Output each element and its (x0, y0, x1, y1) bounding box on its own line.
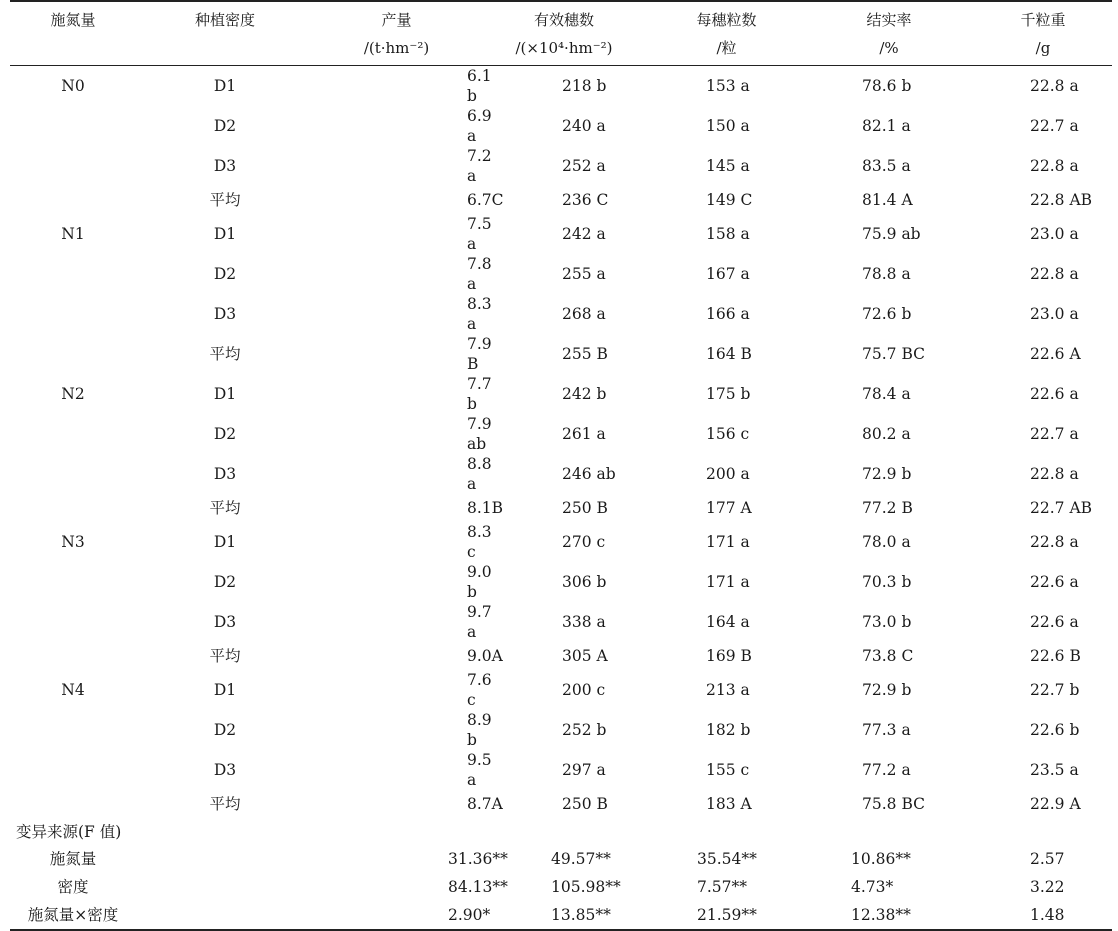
density-cell: D3 (213, 760, 237, 779)
panicles-cell: 218 b (562, 77, 607, 95)
table-row (10, 374, 1112, 414)
variance-row (10, 901, 1112, 930)
panicles-cell: 246 ab (562, 464, 616, 483)
panicles-cell: 250 B (562, 794, 608, 813)
density-cell: D1 (213, 77, 237, 95)
nitrogen-level-cell (10, 186, 136, 214)
table-row (10, 454, 1112, 494)
grains-cell: 145 a (706, 157, 750, 175)
seedset-cell: 78.4 a (862, 384, 911, 403)
table-body (10, 66, 1112, 818)
yield-cell: 6.7C (467, 190, 504, 209)
weight-cell: 22.7 a (1030, 117, 1079, 135)
weight-cell: 23.0 a (1030, 304, 1079, 323)
seedset-cell: 77.2 a (862, 760, 911, 779)
seedset-cell: 80.2 a (862, 424, 911, 443)
variance-body (10, 818, 1112, 931)
weight-cell: 22.8 a (1030, 532, 1079, 551)
nitrogen-level-cell: N2 (61, 384, 85, 403)
seedset-cell: 77.3 a (862, 720, 911, 739)
nitrogen-level-cell: N4 (61, 680, 85, 699)
grains-cell: 150 a (706, 117, 750, 135)
f-seedset-cell: 4.73* (851, 878, 894, 897)
density-cell: D3 (213, 304, 237, 323)
seedset-cell: 81.4 A (862, 190, 913, 209)
weight-cell: 23.0 a (1030, 224, 1079, 243)
header-density-unit (136, 32, 314, 66)
nitrogen-level-cell (10, 254, 136, 294)
density-cell: 平均 (209, 794, 241, 813)
density-cell: 平均 (209, 190, 241, 209)
nitrogen-level-cell (10, 494, 136, 522)
weight-cell: 22.8 a (1030, 157, 1079, 175)
yield-cell: 8.3 c (467, 522, 492, 561)
variance-title-row (10, 818, 1112, 846)
grains-cell: 213 a (706, 680, 750, 699)
seedset-cell: 72.6 b (862, 304, 912, 323)
variance-row (10, 873, 1112, 901)
yield-cell: 8.1B (467, 498, 504, 517)
panicles-cell: 242 b (562, 384, 607, 403)
density-cell: 平均 (209, 498, 241, 517)
weight-cell: 22.6 A (1030, 344, 1081, 363)
f-grains-cell: 21.59** (697, 906, 757, 925)
nitrogen-level-cell (10, 146, 136, 186)
seedset-cell: 75.9 ab (862, 224, 921, 243)
grains-cell: 175 b (706, 384, 751, 403)
header-nitrogen: 施氮量 (50, 11, 96, 29)
yield-cell: 8.9 b (467, 710, 492, 749)
panicles-cell: 255 B (562, 344, 608, 363)
nitrogen-level-cell: N0 (61, 77, 85, 95)
f-weight-cell: 2.57 (1030, 850, 1065, 869)
header-yield: 产量 (381, 11, 412, 29)
header-weight-unit: /g (974, 32, 1112, 66)
yield-cell: 7.8 a (467, 254, 492, 293)
grains-cell: 200 a (706, 464, 750, 483)
nitrogen-level-cell (10, 750, 136, 790)
yield-cell: 7.9 B (467, 334, 492, 373)
grains-cell: 182 b (706, 720, 751, 739)
yield-cell: 6.1 b (467, 67, 492, 105)
seedset-cell: 75.8 BC (862, 794, 925, 813)
yield-cell: 9.0A (467, 646, 503, 665)
weight-cell: 22.7 a (1030, 424, 1079, 443)
nitrogen-level-cell (10, 642, 136, 670)
seedset-cell: 78.0 a (862, 532, 911, 551)
f-panicles-cell: 105.98** (551, 878, 621, 897)
nitrogen-level-cell (10, 106, 136, 146)
weight-cell: 22.8 a (1030, 77, 1079, 95)
weight-cell: 22.6 a (1030, 612, 1079, 631)
grains-cell: 169 B (706, 646, 752, 665)
f-panicles-cell: 13.85** (551, 906, 611, 925)
table-row (10, 750, 1112, 790)
table-row (10, 66, 1112, 107)
header-panicles: 有效穗数 (533, 11, 594, 29)
f-grains-cell: 7.57** (697, 878, 748, 897)
yield-cell: 7.5 a (467, 214, 492, 253)
f-weight-cell: 1.48 (1030, 906, 1065, 925)
yield-cell: 8.8 a (467, 454, 492, 493)
density-cell: D3 (213, 157, 237, 175)
density-cell: D2 (213, 117, 237, 135)
weight-cell: 22.6 a (1030, 384, 1079, 403)
density-cell: D2 (213, 572, 237, 591)
yield-cell: 9.7 a (467, 602, 492, 641)
density-cell: D3 (213, 612, 237, 631)
nitrogen-level-cell (10, 790, 136, 818)
weight-cell: 22.8 a (1030, 464, 1079, 483)
weight-cell: 23.5 a (1030, 760, 1079, 779)
nitrogen-level-cell (10, 334, 136, 374)
seedset-cell: 77.2 B (862, 498, 913, 517)
variance-row (10, 845, 1112, 873)
density-cell: D1 (213, 384, 237, 403)
seedset-cell: 83.5 a (862, 157, 911, 175)
table-row (10, 214, 1112, 254)
grains-cell: 167 a (706, 264, 750, 283)
density-cell: 平均 (209, 344, 241, 363)
f-yield-cell: 84.13** (448, 878, 508, 897)
yield-cell: 7.9 ab (467, 414, 492, 453)
variance-source-cell: 密度 (57, 878, 89, 897)
nitrogen-level-cell: N1 (61, 224, 85, 243)
nitrogen-level-cell: N3 (61, 532, 85, 551)
table-row (10, 562, 1112, 602)
panicles-cell: 297 a (562, 760, 606, 779)
table-row (10, 294, 1112, 334)
grains-cell: 183 A (706, 794, 752, 813)
grains-cell: 177 A (706, 498, 752, 517)
table-row (10, 494, 1112, 522)
grains-cell: 166 a (706, 304, 750, 323)
density-cell: 平均 (209, 646, 241, 665)
seedset-cell: 72.9 b (862, 464, 912, 483)
nitrogen-level-cell (10, 710, 136, 750)
grains-cell: 153 a (706, 77, 750, 95)
density-cell: D1 (213, 224, 237, 243)
panicles-cell: 252 a (562, 157, 606, 175)
f-yield-cell: 31.36** (448, 850, 508, 869)
f-grains-cell: 35.54** (697, 850, 757, 869)
panicles-cell: 306 b (562, 572, 607, 591)
yield-cell: 6.9 a (467, 107, 492, 145)
panicles-cell: 255 a (562, 264, 606, 283)
table-row (10, 642, 1112, 670)
yield-cell: 8.3 a (467, 294, 492, 333)
weight-cell: 22.7 AB (1030, 498, 1093, 517)
yield-cell: 9.5 a (467, 750, 492, 789)
panicles-cell: 242 a (562, 224, 606, 243)
table-row (10, 710, 1112, 750)
yield-cell: 7.7 b (467, 374, 492, 413)
seedset-cell: 72.9 b (862, 680, 912, 699)
weight-cell: 22.6 a (1030, 572, 1079, 591)
weight-cell: 22.8 a (1030, 264, 1079, 283)
weight-cell: 22.6 B (1030, 646, 1081, 665)
grains-cell: 164 B (706, 344, 752, 363)
header-seedset: 结实率 (866, 11, 912, 29)
header-seedset-unit: /% (804, 32, 974, 66)
nitrogen-level-cell (10, 294, 136, 334)
grains-cell: 164 a (706, 612, 750, 631)
seedset-cell: 73.8 C (862, 646, 914, 665)
panicles-cell: 338 a (562, 612, 606, 631)
density-cell: D2 (213, 720, 237, 739)
grains-cell: 171 a (706, 572, 750, 591)
variance-source-cell: 施氮量×密度 (27, 906, 119, 925)
weight-cell: 22.6 b (1030, 720, 1080, 739)
grains-cell: 171 a (706, 532, 750, 551)
panicles-cell: 252 b (562, 720, 607, 739)
f-seedset-cell: 12.38** (851, 906, 911, 925)
table-row (10, 522, 1112, 562)
header-nitrogen-unit (10, 32, 136, 66)
nitrogen-level-cell (10, 562, 136, 602)
panicles-cell: 236 C (562, 190, 609, 209)
seedset-cell: 82.1 a (862, 117, 911, 135)
variance-title: 变异来源(F 值) (16, 822, 122, 841)
panicles-cell: 250 B (562, 498, 608, 517)
variance-source-cell: 施氮量 (49, 850, 97, 869)
seedset-cell: 78.6 b (862, 77, 912, 95)
table-row (10, 254, 1112, 294)
header-grains-unit: /粒 (649, 32, 804, 66)
nitrogen-level-cell (10, 454, 136, 494)
f-seedset-cell: 10.86** (851, 850, 911, 869)
panicles-cell: 200 c (562, 680, 606, 699)
weight-cell: 22.8 AB (1030, 190, 1093, 209)
header-density: 种植密度 (194, 11, 255, 29)
seedset-cell: 78.8 a (862, 264, 911, 283)
density-cell: D1 (213, 680, 237, 699)
weight-cell: 22.7 b (1030, 680, 1080, 699)
f-weight-cell: 3.22 (1030, 878, 1065, 897)
density-cell: D2 (213, 424, 237, 443)
panicles-cell: 268 a (562, 304, 606, 323)
panicles-cell: 240 a (562, 117, 606, 135)
seedset-cell: 73.0 b (862, 612, 912, 631)
table-row (10, 602, 1112, 642)
nitrogen-level-cell (10, 414, 136, 454)
weight-cell: 22.9 A (1030, 794, 1081, 813)
table-row (10, 146, 1112, 186)
table-row (10, 334, 1112, 374)
table-row (10, 186, 1112, 214)
yield-cell: 8.7A (467, 794, 503, 813)
nitrogen-level-cell (10, 602, 136, 642)
f-yield-cell: 2.90* (448, 906, 491, 925)
panicles-cell: 270 c (562, 532, 606, 551)
header-yield-unit: /(t·hm⁻²) (314, 32, 479, 66)
density-cell: D1 (213, 532, 237, 551)
yield-cell: 7.2 a (467, 147, 492, 185)
seedset-cell: 70.3 b (862, 572, 912, 591)
panicles-cell: 261 a (562, 424, 606, 443)
header-panicles-unit: /(×10⁴·hm⁻²) (479, 32, 649, 66)
grains-cell: 158 a (706, 224, 750, 243)
yield-cell: 7.6 c (467, 670, 492, 709)
f-panicles-cell: 49.57** (551, 850, 611, 869)
header-weight: 千粒重 (1020, 11, 1066, 29)
table-row (10, 670, 1112, 710)
grains-cell: 149 C (706, 190, 753, 209)
density-cell: D3 (213, 464, 237, 483)
seedset-cell: 75.7 BC (862, 344, 925, 363)
grains-cell: 155 c (706, 760, 750, 779)
yield-components-table (10, 0, 1112, 931)
header-grains: 每穗粒数 (696, 11, 757, 29)
panicles-cell: 305 A (562, 646, 608, 665)
table-row (10, 790, 1112, 818)
yield-cell: 9.0 b (467, 562, 492, 601)
table-row (10, 106, 1112, 146)
grains-cell: 156 c (706, 424, 750, 443)
density-cell: D2 (213, 264, 237, 283)
table-row (10, 414, 1112, 454)
